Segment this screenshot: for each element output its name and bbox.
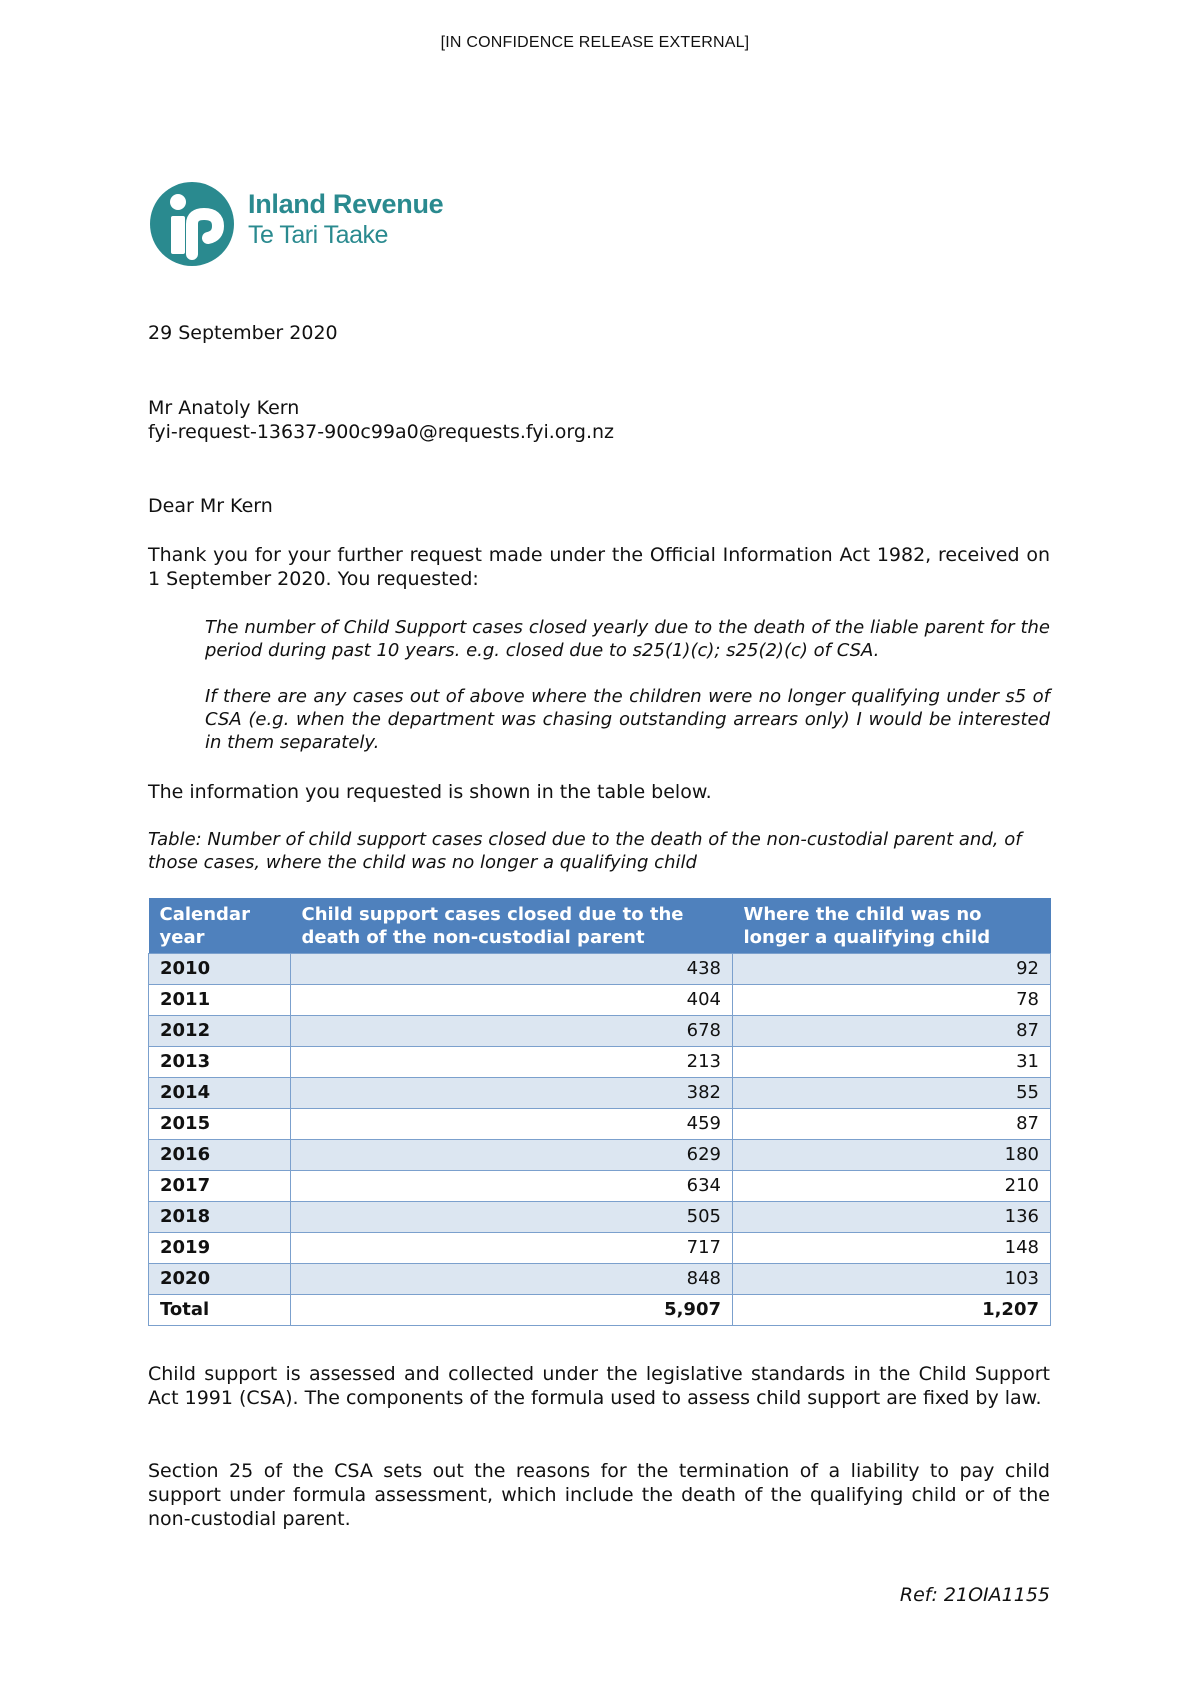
year-cell: 2016 — [149, 1140, 291, 1171]
letter-date: 29 September 2020 — [148, 322, 338, 344]
no-longer-qualifying-cell: 87 — [733, 1109, 1051, 1140]
inland-revenue-logo — [148, 180, 508, 270]
year-cell: 2013 — [149, 1047, 291, 1078]
salutation: Dear Mr Kern — [148, 495, 273, 517]
recipient-block — [148, 396, 1050, 444]
table-row — [149, 1264, 1051, 1295]
logo-name: Inland Revenue — [248, 189, 444, 219]
table-header-row — [149, 898, 1051, 954]
logo-subtitle: Te Tari Taake — [248, 221, 388, 249]
classification-banner: [IN CONFIDENCE RELEASE EXTERNAL] — [440, 34, 750, 51]
table-row — [149, 1109, 1051, 1140]
table-total-row — [149, 1295, 1051, 1326]
ir-logo-icon — [148, 180, 236, 268]
year-cell: 2010 — [149, 954, 291, 985]
cases-closed-cell: 438 — [291, 954, 733, 985]
table-row — [149, 985, 1051, 1016]
cases-closed-cell: 717 — [291, 1233, 733, 1264]
table-row — [149, 1140, 1051, 1171]
table-row — [149, 1016, 1051, 1047]
no-longer-qualifying-cell: 1,207 — [733, 1295, 1051, 1326]
recipient-email: fyi-request-13637-900c99a0@requests.fyi.org.nz — [148, 421, 615, 443]
no-longer-qualifying-cell: 148 — [733, 1233, 1051, 1264]
closed-cases-table — [148, 898, 1051, 1326]
year-cell: 2020 — [149, 1264, 291, 1295]
header-calendar-year: Calendar year — [149, 898, 291, 954]
cases-closed-cell: 629 — [291, 1140, 733, 1171]
no-longer-qualifying-cell: 55 — [733, 1078, 1051, 1109]
recipient-name: Mr Anatoly Kern — [148, 397, 300, 419]
quote-paragraph-1: The number of Child Support cases closed yearly due to the death of the liable parent for the period during past 10 years. e.g. closed due to s25(1)(c); s25(2)(c) of CSA. — [205, 617, 1050, 661]
no-longer-qualifying-cell: 180 — [733, 1140, 1051, 1171]
year-cell: Total — [149, 1295, 291, 1326]
quote-paragraph-2: If there are any cases out of above where the children were no longer qualifying under s5 of CSA (e.g. when the department was chasing outstanding arrears only) I would be interested in them separately. — [205, 686, 1050, 753]
table-row — [149, 1202, 1051, 1233]
no-longer-qualifying-cell: 210 — [733, 1171, 1051, 1202]
no-longer-qualifying-cell: 87 — [733, 1016, 1051, 1047]
no-longer-qualifying-cell: 92 — [733, 954, 1051, 985]
table-row — [149, 1233, 1051, 1264]
no-longer-qualifying-cell: 31 — [733, 1047, 1051, 1078]
intro-paragraph: Thank you for your further request made under the Official Information Act 1982, received on 1 September 2020. You requested: — [148, 544, 1050, 590]
cases-closed-cell: 678 — [291, 1016, 733, 1047]
cases-closed-cell: 505 — [291, 1202, 733, 1233]
paragraph-section-25: Section 25 of the CSA sets out the reasons for the termination of a liability to pay child support under formula assessment, which include the death of the qualifying child or of the non-custodial parent. — [148, 1460, 1050, 1530]
table-row — [149, 1047, 1051, 1078]
year-cell: 2014 — [149, 1078, 291, 1109]
year-cell: 2011 — [149, 985, 291, 1016]
year-cell: 2012 — [149, 1016, 291, 1047]
cases-closed-cell: 459 — [291, 1109, 733, 1140]
paragraph-child-support-act: Child support is assessed and collected under the legislative standards in the Child Support Act 1991 (CSA). The components of the formula used to assess child support are fixed by law. — [148, 1363, 1050, 1409]
cases-closed-cell: 382 — [291, 1078, 733, 1109]
header-no-longer-qualifying: Where the child was no longer a qualifying child — [733, 898, 1051, 954]
table-row — [149, 1078, 1051, 1109]
year-cell: 2019 — [149, 1233, 291, 1264]
reference-number: Ref: 21OIA1155 — [899, 1584, 1050, 1606]
table-row — [149, 954, 1051, 985]
no-longer-qualifying-cell: 103 — [733, 1264, 1051, 1295]
cases-closed-cell: 404 — [291, 985, 733, 1016]
cases-closed-cell: 5,907 — [291, 1295, 733, 1326]
table-caption: Table: Number of child support cases closed due to the death of the non-custodial parent and, of those cases, where the child was no longer a qualifying child — [148, 829, 1022, 873]
year-cell: 2018 — [149, 1202, 291, 1233]
info-line: The information you requested is shown in the table below. — [148, 781, 712, 803]
year-cell: 2015 — [149, 1109, 291, 1140]
no-longer-qualifying-cell: 136 — [733, 1202, 1051, 1233]
no-longer-qualifying-cell: 78 — [733, 985, 1051, 1016]
year-cell: 2017 — [149, 1171, 291, 1202]
cases-closed-cell: 213 — [291, 1047, 733, 1078]
cases-closed-cell: 848 — [291, 1264, 733, 1295]
cases-closed-cell: 634 — [291, 1171, 733, 1202]
table-row — [149, 1171, 1051, 1202]
header-cases-closed: Child support cases closed due to the death of the non-custodial parent — [291, 898, 733, 954]
